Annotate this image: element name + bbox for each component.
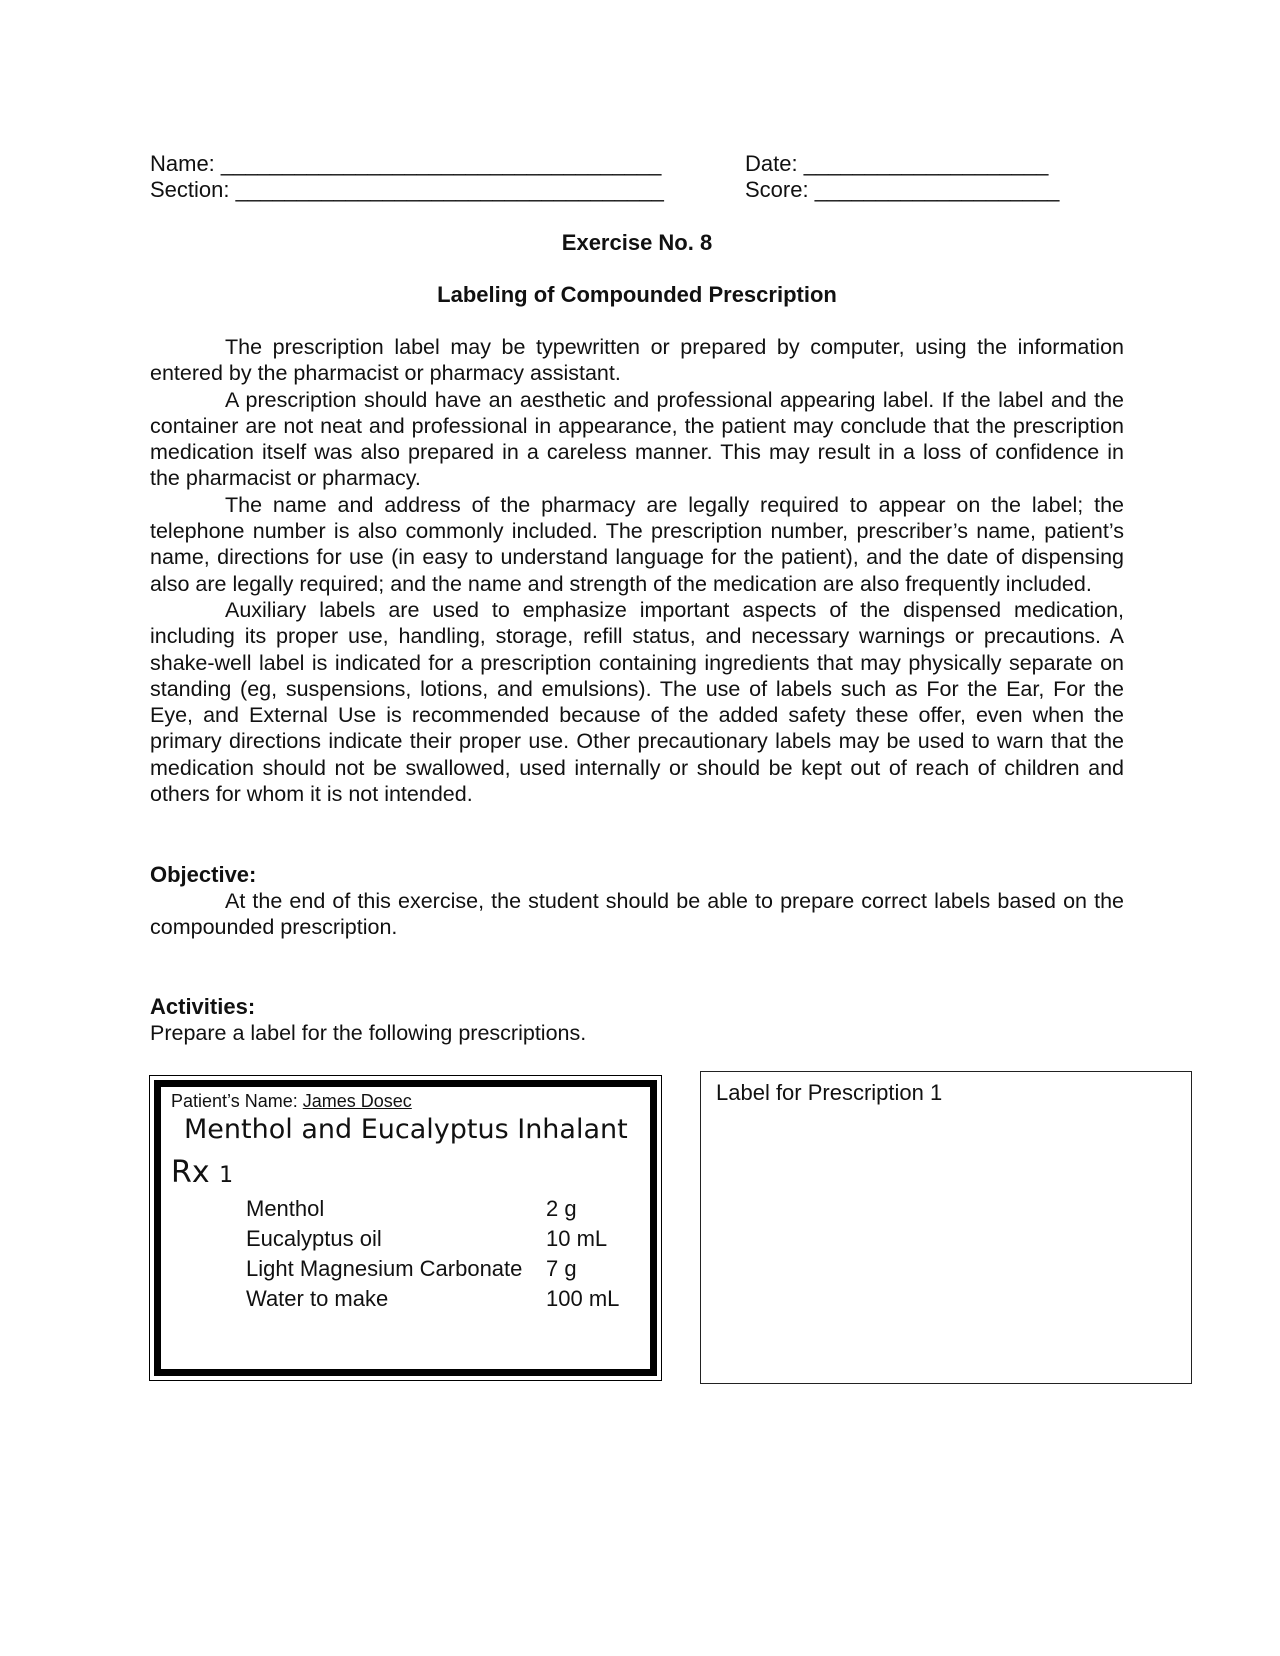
activities-instruction: Prepare a label for the following prescriptions. bbox=[150, 1021, 587, 1045]
ingredient-row bbox=[246, 1194, 636, 1224]
ingredient-row bbox=[246, 1254, 636, 1284]
ingredient-quantity: 100 mL bbox=[546, 1286, 620, 1311]
prescription-title: Menthol and Eucalyptus Inhalant bbox=[184, 1114, 628, 1145]
section-blank-line[interactable]: ___________________________________ bbox=[235, 177, 664, 202]
label-answer-box[interactable] bbox=[700, 1071, 1192, 1384]
paragraph-4: Auxiliary labels are used to emphasize important aspects of the dispensed medication, including its proper use, handling, storage, refill status, and necessary warnings or precautions. A shake-well label is indicated for a prescription containing ingredients that may physically separate on standing (eg, suspensions, lotions, and emulsions). The use of labels such as For the Ear, For the Eye, and External Use is recommended because of the added safety these offer, even when the primary directions indicate their proper use. Other precautionary labels may be used to warn that the medication should not be swallowed, used internally or should be kept out of reach of children and others for whom it is not intended. bbox=[150, 597, 1124, 807]
intro-text bbox=[150, 334, 1124, 807]
objective-heading: Objective: bbox=[150, 862, 257, 887]
date-blank-line[interactable]: ____________________ bbox=[803, 151, 1049, 176]
patient-name-label: Patient’s Name: bbox=[171, 1091, 303, 1111]
exercise-number: Exercise No. 8 bbox=[561, 230, 713, 255]
name-field bbox=[150, 151, 661, 177]
activities-heading: Activities: bbox=[150, 994, 256, 1019]
name-blank-line[interactable]: ____________________________________ bbox=[220, 151, 662, 176]
paragraph-2: A prescription should have an aesthetic and professional appearing label. If the label and the container are not neat and professional in appearance, the patient may conclude that the prescription medication itself was also prepared in a careless manner. This may result in a loss of confidence in the pharmacist or pharmacy. bbox=[150, 387, 1124, 491]
ingredient-name: Light Magnesium Carbonate bbox=[246, 1256, 523, 1281]
objective-text bbox=[150, 888, 1124, 941]
ingredient-row bbox=[246, 1224, 636, 1254]
name-label: Name: bbox=[150, 151, 221, 176]
paragraph-1: The prescription label may be typewritten or prepared by computer, using the information entered by the pharmacist or pharmacy assistant. bbox=[150, 335, 1124, 386]
objective-paragraph: At the end of this exercise, the student should be able to prepare correct labels based on the compounded prescription. bbox=[150, 889, 1124, 940]
score-blank-line[interactable]: ____________________ bbox=[814, 177, 1060, 202]
date-label: Date: bbox=[745, 151, 804, 176]
ingredient-name: Eucalyptus oil bbox=[246, 1226, 382, 1251]
ingredient-name: Menthol bbox=[246, 1196, 325, 1221]
ingredient-quantity: 2 g bbox=[546, 1196, 577, 1221]
ingredients-table bbox=[246, 1194, 636, 1314]
date-field bbox=[745, 151, 1048, 177]
section-label: Section: bbox=[150, 177, 236, 202]
rx-symbol: Rx bbox=[171, 1155, 210, 1190]
paragraph-3: The name and address of the pharmacy are legally required to appear on the label; the telephone number is also commonly included. The prescription number, prescriber’s name, patient’s name, directions for use (in easy to understand language for the patient), and the date of dispensing also are legally required; and the name and strength of the medication are also frequently included. bbox=[150, 492, 1124, 596]
ingredient-quantity: 7 g bbox=[546, 1256, 577, 1281]
answer-box-label: Label for Prescription 1 bbox=[716, 1080, 943, 1105]
ingredient-name: Water to make bbox=[246, 1286, 389, 1311]
score-label: Score: bbox=[745, 177, 815, 202]
rx-number: 1 bbox=[219, 1163, 234, 1188]
score-field bbox=[745, 177, 1059, 203]
ingredient-quantity: 10 mL bbox=[546, 1226, 608, 1251]
exercise-title: Labeling of Compounded Prescription bbox=[437, 282, 837, 307]
section-field bbox=[150, 177, 664, 203]
patient-name-line bbox=[171, 1090, 412, 1112]
patient-name: James Dosec bbox=[302, 1091, 412, 1111]
ingredient-row bbox=[246, 1284, 636, 1314]
rx-heading bbox=[171, 1154, 233, 1195]
